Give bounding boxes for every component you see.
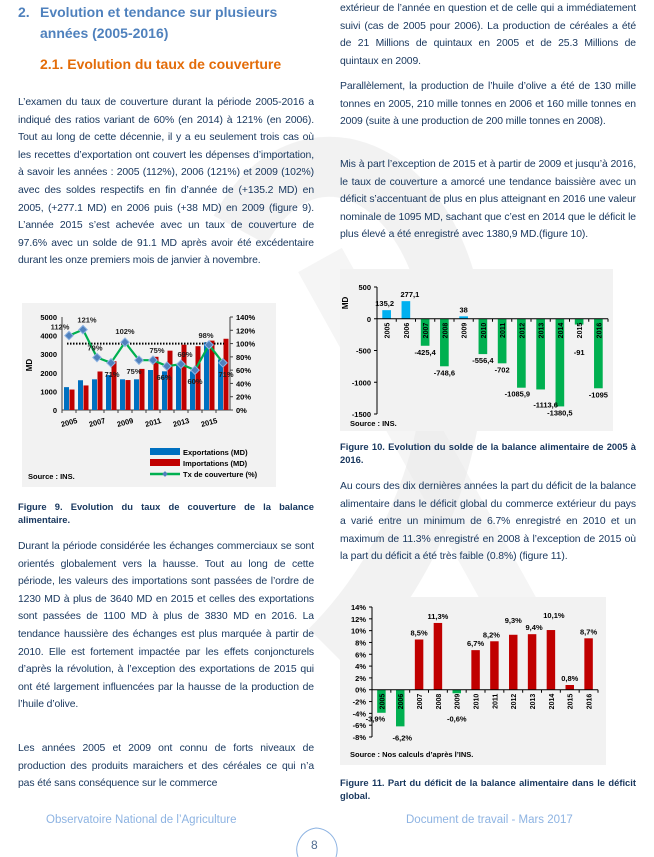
y-axis-title: MD bbox=[341, 296, 350, 310]
bar-data-label: 38 bbox=[459, 305, 468, 315]
x-tick-label: 2016 bbox=[586, 693, 594, 710]
bar-data-label: 8,2% bbox=[482, 630, 500, 640]
right-paragraph-3: Mis à part l’exception de 2015 et à partir de 2009 et jusqu’à 2016, le taux de couverture a amorcé une tendance baissière avec un déficit s’accentuant de plus en plus atteignant en 2016 une valeur nominale de 1095 MD, sachant que c’est en 2014 que le déficit le plus élevé a été enregistré avec 1380,9 MD.(figure 10). bbox=[340, 159, 636, 241]
bar-2009 bbox=[453, 690, 461, 694]
figure-10-chart bbox=[340, 269, 613, 431]
y2-tick-label: 80% bbox=[236, 352, 252, 362]
bar-2007 bbox=[415, 640, 423, 690]
bar-2005 bbox=[382, 310, 391, 319]
y-tick-label: 3000 bbox=[40, 350, 57, 360]
left-paragraph-1: L’examen du taux de couverture durant la période 2005-2016 a indiqué des ratios variant de 60% (en 2014) à 121% (en 2006). Tout au long de cette décennie, il y a eu seulement trois cas où les recettes d’exportation ont couvert les dépenses d’importation, à savoir les années : 2005 (112%), 2006 (121%) et 2009 (102%) avec des soldes respectifs en fin d’année de (+135.2 MD) en 2005, (+277.1 MD) en 2006 puis (+38 MD) en 2009 (figure 9). L’année 2015 s’est achevée avec un taux de couverture de 97.6% avec un solde de 91.1 MD après avoir été excédentaire durant les onze premiers mois de janvier à novembre. bbox=[18, 97, 314, 267]
coverage-data-label: 69% bbox=[177, 350, 193, 360]
coverage-data-label: 121% bbox=[77, 315, 97, 325]
x-tick-label: 2009 bbox=[115, 415, 135, 429]
bar-2015 bbox=[566, 685, 574, 690]
bar-data-label: 135,2 bbox=[375, 299, 395, 309]
x-tick-label: 2015 bbox=[577, 322, 585, 339]
coverage-data-label: 75% bbox=[149, 346, 165, 356]
bar-data-label: 10,1% bbox=[543, 611, 565, 621]
bar-data-label: 6,7% bbox=[467, 639, 485, 649]
x-tick-label: 2008 bbox=[442, 322, 450, 339]
y-tick-label: 10% bbox=[350, 626, 366, 636]
legend-label-couverture: Tx de couverture (%) bbox=[183, 470, 258, 479]
figure-10-svg bbox=[340, 269, 613, 431]
bar-data-label: 0,8% bbox=[561, 674, 579, 683]
legend-label-importations: Importations (MD) bbox=[183, 459, 248, 468]
x-tick-label: 2007 bbox=[423, 322, 431, 339]
bar-data-label: 8,7% bbox=[580, 627, 598, 637]
x-tick-label: 2006 bbox=[403, 322, 411, 339]
bar-data-label: -91 bbox=[573, 347, 585, 357]
bar-data-label: -3,9% bbox=[365, 714, 386, 724]
y2-tick-label: 60% bbox=[236, 366, 252, 376]
x-tick-label: 2014 bbox=[557, 322, 565, 339]
figure-9-caption: Figure 9. Evolution du taux de couverture de la balance alimentaire. bbox=[18, 501, 314, 525]
bar-importations bbox=[112, 361, 117, 410]
coverage-data-label: 71% bbox=[104, 369, 120, 379]
x-tick-label: 2012 bbox=[511, 693, 519, 710]
x-tick-label: 2005 bbox=[379, 693, 387, 710]
y-tick-label: -1000 bbox=[351, 378, 371, 388]
y-tick-label: 500 bbox=[358, 283, 371, 292]
y-tick-label: 4000 bbox=[40, 331, 57, 341]
y-tick-label: -1500 bbox=[351, 410, 371, 419]
left-paragraph-2: Durant la période considérée les échanges commerciaux se sont orientés globalement vers la hausse. Tout au long de cette période, les valeurs des importations sont passées de l’ordre de 1230 MD à plus de 3640 MD en 2015 et celles des exportations sont passées de 1100 MD à plus de 3830 MD en 2016. La tendance haussière des échanges est plus marquée à partir de 2010. Elle est fortement impactée par les effets conjoncturels d’après la révolution, à l’exception des exportations de 2015 qui ont été largement influencées par la hausse de la production de l’huile d’olive. bbox=[18, 541, 314, 711]
subsection-heading: 2.1. Evolution du taux de couverture bbox=[40, 56, 282, 72]
y2-tick-label: 120% bbox=[236, 326, 256, 336]
x-tick-label: 2013 bbox=[530, 693, 538, 710]
y-tick-label: 6% bbox=[355, 650, 366, 660]
right-paragraph-2: Parallèlement, la production de l’huile d’olive a été de 130 mille tonnes en 2005, 210 mille tonnes en 2006 et 160 mille tonnes en 2009 (suite à une production de 200 mille tonnes en 2008). bbox=[340, 81, 636, 128]
bar-data-label: -556,4 bbox=[472, 356, 494, 366]
bar-exportations bbox=[92, 379, 97, 410]
y-tick-label: 0 bbox=[52, 406, 57, 415]
x-tick-label: 2013 bbox=[171, 415, 191, 429]
x-tick-label: 2007 bbox=[87, 415, 107, 429]
bar-importations bbox=[154, 357, 159, 410]
bar-2013 bbox=[528, 634, 536, 690]
coverage-data-label: 71% bbox=[218, 369, 234, 379]
x-tick-label: 2009 bbox=[461, 322, 469, 339]
chart-source: Source : INS. bbox=[28, 472, 75, 481]
coverage-data-label: 112% bbox=[50, 322, 70, 332]
x-tick-label: 2011 bbox=[500, 322, 508, 338]
coverage-marker bbox=[93, 353, 101, 361]
y-tick-label: -6% bbox=[352, 721, 366, 731]
y-tick-label: 4% bbox=[355, 662, 366, 672]
legend-label-exportations: Exportations (MD) bbox=[183, 448, 248, 457]
bar-exportations bbox=[148, 370, 153, 410]
y-tick-label: -8% bbox=[352, 733, 366, 742]
bar-exportations bbox=[134, 379, 139, 410]
figure-9-chart bbox=[22, 303, 276, 487]
figure-11-chart bbox=[340, 597, 606, 765]
coverage-data-label: 102% bbox=[115, 327, 135, 337]
bar-data-label: -1085,9 bbox=[504, 389, 531, 399]
chart-source: Source : Nos calculs d’après l’INS. bbox=[350, 750, 474, 759]
bar-data-label: -425,4 bbox=[414, 347, 436, 357]
bar-data-label: -1380,5 bbox=[547, 408, 573, 418]
bar-data-label: -702 bbox=[494, 365, 510, 375]
coverage-data-label: 75% bbox=[126, 367, 142, 377]
section-title: Evolution et tendance sur plusieurs années (2005-2016) bbox=[40, 4, 278, 41]
y-tick-label: 8% bbox=[355, 638, 366, 648]
y-tick-label: 1000 bbox=[40, 387, 57, 397]
footer-document-info: Document de travail - Mars 2017 bbox=[406, 814, 573, 826]
page-number: 8 bbox=[311, 838, 318, 852]
bar-data-label: 11,3% bbox=[427, 611, 449, 621]
bar-exportations bbox=[176, 365, 181, 410]
coverage-data-label: 98% bbox=[198, 330, 214, 340]
y-tick-label: 2% bbox=[355, 673, 366, 683]
x-tick-label: 2016 bbox=[596, 322, 604, 339]
x-tick-label: 2008 bbox=[435, 693, 443, 710]
bar-data-label: -1095 bbox=[588, 390, 608, 400]
y2-tick-label: 0% bbox=[236, 406, 247, 415]
x-tick-label: 2007 bbox=[417, 693, 425, 710]
bar-exportations bbox=[64, 387, 69, 410]
y-axis-title: MD bbox=[25, 358, 34, 372]
legend-marker-couverture bbox=[162, 471, 168, 477]
bar-data-label: 9,4% bbox=[525, 623, 543, 633]
y-tick-label: 0 bbox=[366, 314, 371, 324]
bar-2016 bbox=[584, 638, 592, 689]
coverage-marker bbox=[65, 331, 73, 339]
chart-source: Source : INS. bbox=[350, 419, 397, 428]
x-tick-label: 2006 bbox=[398, 693, 406, 710]
left-paragraph-3: Les années 2005 et 2009 ont connu de forts niveaux de production des produits maraichers et des céréales ce qui n’a pas été sans conséquence sur le commerce bbox=[18, 743, 314, 790]
bar-2011 bbox=[490, 641, 498, 689]
y-tick-label: -2% bbox=[352, 697, 366, 707]
figure-11-svg bbox=[340, 597, 606, 765]
x-tick-label: 2010 bbox=[480, 322, 488, 339]
x-tick-label: 2011 bbox=[144, 416, 163, 429]
bar-exportations bbox=[78, 380, 83, 410]
y-tick-label: 5000 bbox=[40, 313, 57, 322]
y2-tick-label: 140% bbox=[236, 313, 256, 322]
x-tick-label: 2010 bbox=[473, 693, 481, 710]
y2-tick-label: 20% bbox=[236, 392, 252, 402]
y-tick-label: -500 bbox=[355, 346, 371, 356]
bar-data-label: -1113,6 bbox=[533, 400, 558, 410]
section-number: 2. bbox=[18, 4, 30, 20]
figure-11-caption: Figure 11. Part du déficit de la balance alimentaire dans le déficit global. bbox=[340, 777, 636, 801]
x-tick-label: 2012 bbox=[519, 322, 527, 339]
bar-importations bbox=[98, 371, 103, 410]
y-tick-label: 0% bbox=[355, 685, 366, 695]
y2-tick-label: 40% bbox=[236, 379, 252, 389]
x-tick-label: 2009 bbox=[454, 693, 462, 710]
coverage-data-label: 60% bbox=[187, 377, 203, 387]
bar-2008 bbox=[434, 623, 442, 690]
x-tick-label: 2015 bbox=[567, 693, 575, 710]
coverage-data-label: 79% bbox=[87, 343, 103, 353]
bar-exportations bbox=[106, 375, 111, 410]
x-tick-label: 2005 bbox=[384, 322, 392, 339]
legend-swatch-importations bbox=[150, 459, 180, 466]
bar-exportations bbox=[120, 379, 125, 410]
bar-importations bbox=[70, 390, 75, 410]
y-tick-label: -4% bbox=[352, 709, 366, 719]
bar-2010 bbox=[471, 650, 479, 690]
bar-importations bbox=[84, 385, 89, 410]
coverage-data-label: 66% bbox=[156, 373, 172, 383]
right-paragraph-1: extérieur de l’année en question et de celle qui a immédiatement suivi (cas de 2005 pour 2006). La production de céréales a été de 21 Millions de quintaux en 2005 et de 25.3 Millions de quintaux en 2009. bbox=[340, 3, 636, 67]
bar-data-label: -748,6 bbox=[433, 368, 456, 378]
y-tick-label: 12% bbox=[350, 614, 366, 624]
x-tick-label: 2005 bbox=[59, 415, 79, 429]
x-tick-label: 2015 bbox=[199, 415, 219, 429]
x-tick-label: 2011 bbox=[492, 693, 500, 709]
bar-data-label: 9,3% bbox=[504, 615, 522, 625]
bar-data-label: 277,1 bbox=[400, 290, 420, 300]
y-tick-label: 14% bbox=[350, 603, 366, 612]
y-tick-label: 2000 bbox=[40, 368, 57, 378]
legend-swatch-exportations bbox=[150, 448, 180, 455]
right-paragraph-4: Au cours des dix dernières années la part du déficit de la balance alimentaire dans le déficit global du commerce extérieur du pays a varié entre un minimum de 6.7% enregistré en 2010 et un maximum de 11.3% enregistré en 2008 à l’exception de 2015 où la part du déficit a été très faible (0.8%) (figure 11). bbox=[340, 481, 636, 563]
y2-tick-label: 100% bbox=[236, 339, 256, 349]
coverage-marker bbox=[79, 325, 87, 333]
bar-2014 bbox=[547, 630, 555, 690]
bar-data-label: -6,2% bbox=[392, 733, 413, 743]
x-tick-label: 2013 bbox=[538, 322, 546, 339]
x-tick-label: 2014 bbox=[548, 693, 556, 710]
bar-importations bbox=[126, 380, 131, 410]
figure-10-caption: Figure 10. Evolution du solde de la balance alimentaire de 2005 à 2016. bbox=[340, 441, 636, 465]
footer-organization: Observatoire National de l’Agriculture bbox=[46, 814, 237, 826]
figure-9-svg bbox=[22, 303, 276, 487]
bar-2012 bbox=[509, 635, 517, 690]
bar-2006 bbox=[402, 301, 411, 319]
bar-data-label: 8,5% bbox=[410, 628, 428, 638]
bar-data-label: -0,6% bbox=[446, 714, 467, 724]
